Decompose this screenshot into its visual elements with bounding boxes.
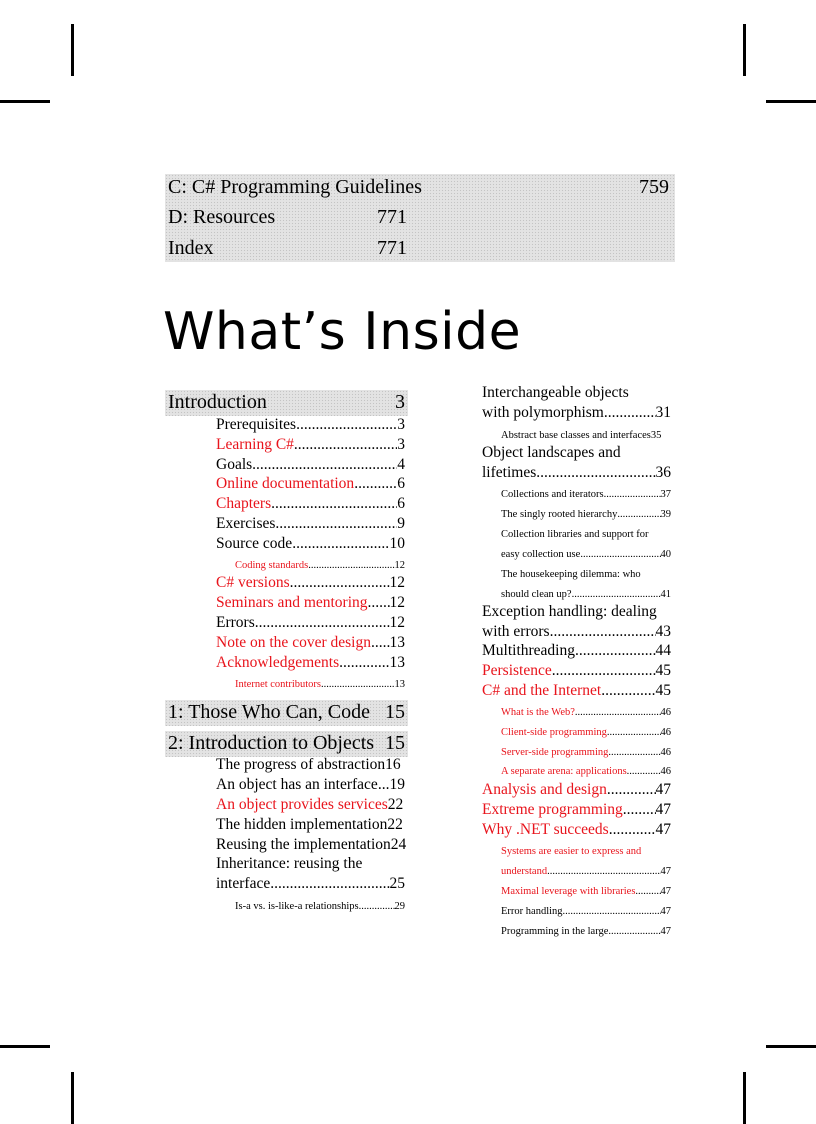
toc-subentry[interactable]: Is-a vs. is-like-a relationships ..... 29 xyxy=(235,901,405,912)
crop-mark-top-left-h xyxy=(0,100,50,103)
section-page: 3 xyxy=(395,391,405,413)
toc-entry-link[interactable]: Acknowledgements ..... 13 xyxy=(216,654,405,672)
crop-mark-bottom-right-h xyxy=(766,1045,816,1048)
toc-entry[interactable]: An object has an interface ..... 19 xyxy=(216,776,405,794)
chapter-page: 15 xyxy=(385,701,405,723)
toc-subentry-link[interactable]: Client-side programming ..... 46 xyxy=(501,727,671,738)
front-matter-page: 759 xyxy=(639,176,669,198)
crop-mark-top-left xyxy=(71,24,74,76)
toc-entry-link[interactable]: Seminars and mentoring ..... 12 xyxy=(216,594,405,612)
toc-entry[interactable]: Goals ..... 4 xyxy=(216,456,405,474)
toc-entry-link[interactable]: Note on the cover design ..... 13 xyxy=(216,634,405,652)
toc-entry-link[interactable]: Chapters ..... 6 xyxy=(216,495,405,513)
toc-subentry-link[interactable]: What is the Web? ..... 46 xyxy=(501,707,671,718)
chapter-label: 2: Introduction to Objects xyxy=(168,732,375,754)
front-matter-label[interactable]: Index xyxy=(168,237,214,259)
toc-subentry[interactable]: Programming in the large ..... 47 xyxy=(501,926,671,937)
crop-mark-top-right xyxy=(743,24,746,76)
chapter-page: 15 xyxy=(385,732,405,754)
toc-subentry[interactable]: Collection libraries and support for xyxy=(501,529,649,540)
front-matter-page: 771 xyxy=(377,237,407,259)
toc-entry-link[interactable]: C# and the Internet ..... 45 xyxy=(482,682,671,700)
crop-mark-bottom-right xyxy=(743,1072,746,1124)
toc-entry[interactable]: Object landscapes and xyxy=(482,444,621,461)
toc-subentry-link[interactable]: understand ..... 47 xyxy=(501,866,671,877)
front-matter-box xyxy=(165,174,675,262)
toc-entry[interactable]: Errors ..... 12 xyxy=(216,614,405,632)
toc-subentry-link[interactable]: Internet contributors ..... 13 xyxy=(235,679,405,690)
toc-entry[interactable]: with polymorphism ..... 31 xyxy=(482,404,671,422)
section-label: Introduction xyxy=(168,391,267,413)
toc-entry[interactable]: Multithreading ..... 44 xyxy=(482,642,671,660)
toc-entry[interactable]: Exception handling: dealing xyxy=(482,603,657,620)
page-title: What’s Inside xyxy=(163,302,522,362)
toc-entry-link[interactable]: Why .NET succeeds ..... 47 xyxy=(482,821,671,839)
toc-entry-link[interactable]: Persistence ..... 45 xyxy=(482,662,671,680)
toc-entry[interactable]: The hidden implementation 22 xyxy=(216,816,403,833)
toc-entry-link[interactable]: C# versions ..... 12 xyxy=(216,574,405,592)
front-matter-label[interactable]: D: Resources xyxy=(168,206,276,228)
toc-subentry-link[interactable]: A separate arena: applications ..... 46 xyxy=(501,766,671,777)
chapter-1-heading[interactable] xyxy=(165,700,408,726)
chapter-2-heading[interactable] xyxy=(165,731,408,757)
toc-entry[interactable]: Interchangeable objects xyxy=(482,384,629,401)
crop-mark-top-right-h xyxy=(766,100,816,103)
crop-mark-bottom-left xyxy=(71,1072,74,1124)
toc-entry[interactable]: lifetimes ..... 36 xyxy=(482,464,671,482)
toc-entry[interactable]: Inheritance: reusing the xyxy=(216,855,363,872)
toc-entry-link[interactable]: Extreme programming ..... 47 xyxy=(482,801,671,819)
toc-entry[interactable]: Exercises ..... 9 xyxy=(216,515,405,533)
toc-entry[interactable]: with errors ..... 43 xyxy=(482,623,671,641)
toc-subentry-link[interactable]: Maximal leverage with libraries ..... 47 xyxy=(501,886,671,897)
toc-entry-link[interactable]: Analysis and design ..... 47 xyxy=(482,781,671,799)
toc-subentry[interactable]: should clean up? ..... 41 xyxy=(501,589,671,600)
toc-subentry[interactable]: Error handling ..... 47 xyxy=(501,906,671,917)
toc-subentry[interactable]: easy collection use ..... 40 xyxy=(501,549,671,560)
crop-mark-bottom-left-h xyxy=(0,1045,50,1048)
toc-entry-link[interactable]: Online documentation ..... 6 xyxy=(216,475,405,493)
section-introduction[interactable] xyxy=(165,390,408,416)
toc-subentry[interactable]: The housekeeping dilemma: who xyxy=(501,569,641,580)
toc-entry[interactable]: The progress of abstraction 16 xyxy=(216,756,401,773)
chapter-label: 1: Those Who Can, Code xyxy=(168,701,371,723)
toc-subentry[interactable]: The singly rooted hierarchy ..... 39 xyxy=(501,509,671,520)
toc-entry[interactable]: Reusing the implementation 24 xyxy=(216,836,407,853)
toc-subentry-link[interactable]: Coding standards ..... 12 xyxy=(235,560,405,571)
toc-entry[interactable]: Prerequisites ..... 3 xyxy=(216,416,405,434)
toc-entry-link[interactable]: An object provides services 22 xyxy=(216,796,404,813)
toc-entry[interactable]: interface ..... 25 xyxy=(216,875,405,893)
toc-subentry-link[interactable]: Server-side programming ..... 46 xyxy=(501,747,671,758)
toc-entry-link[interactable]: Learning C# ..... 3 xyxy=(216,436,405,454)
front-matter-label[interactable]: C: C# Programming Guidelines xyxy=(168,176,422,198)
toc-subentry-link[interactable]: Systems are easier to express and xyxy=(501,846,642,857)
front-matter-page: 771 xyxy=(377,206,407,228)
toc-subentry[interactable]: Abstract base classes and interfaces35 xyxy=(501,430,662,441)
toc-subentry[interactable]: Collections and iterators ..... 37 xyxy=(501,489,671,500)
toc-entry[interactable]: Source code ..... 10 xyxy=(216,535,405,553)
